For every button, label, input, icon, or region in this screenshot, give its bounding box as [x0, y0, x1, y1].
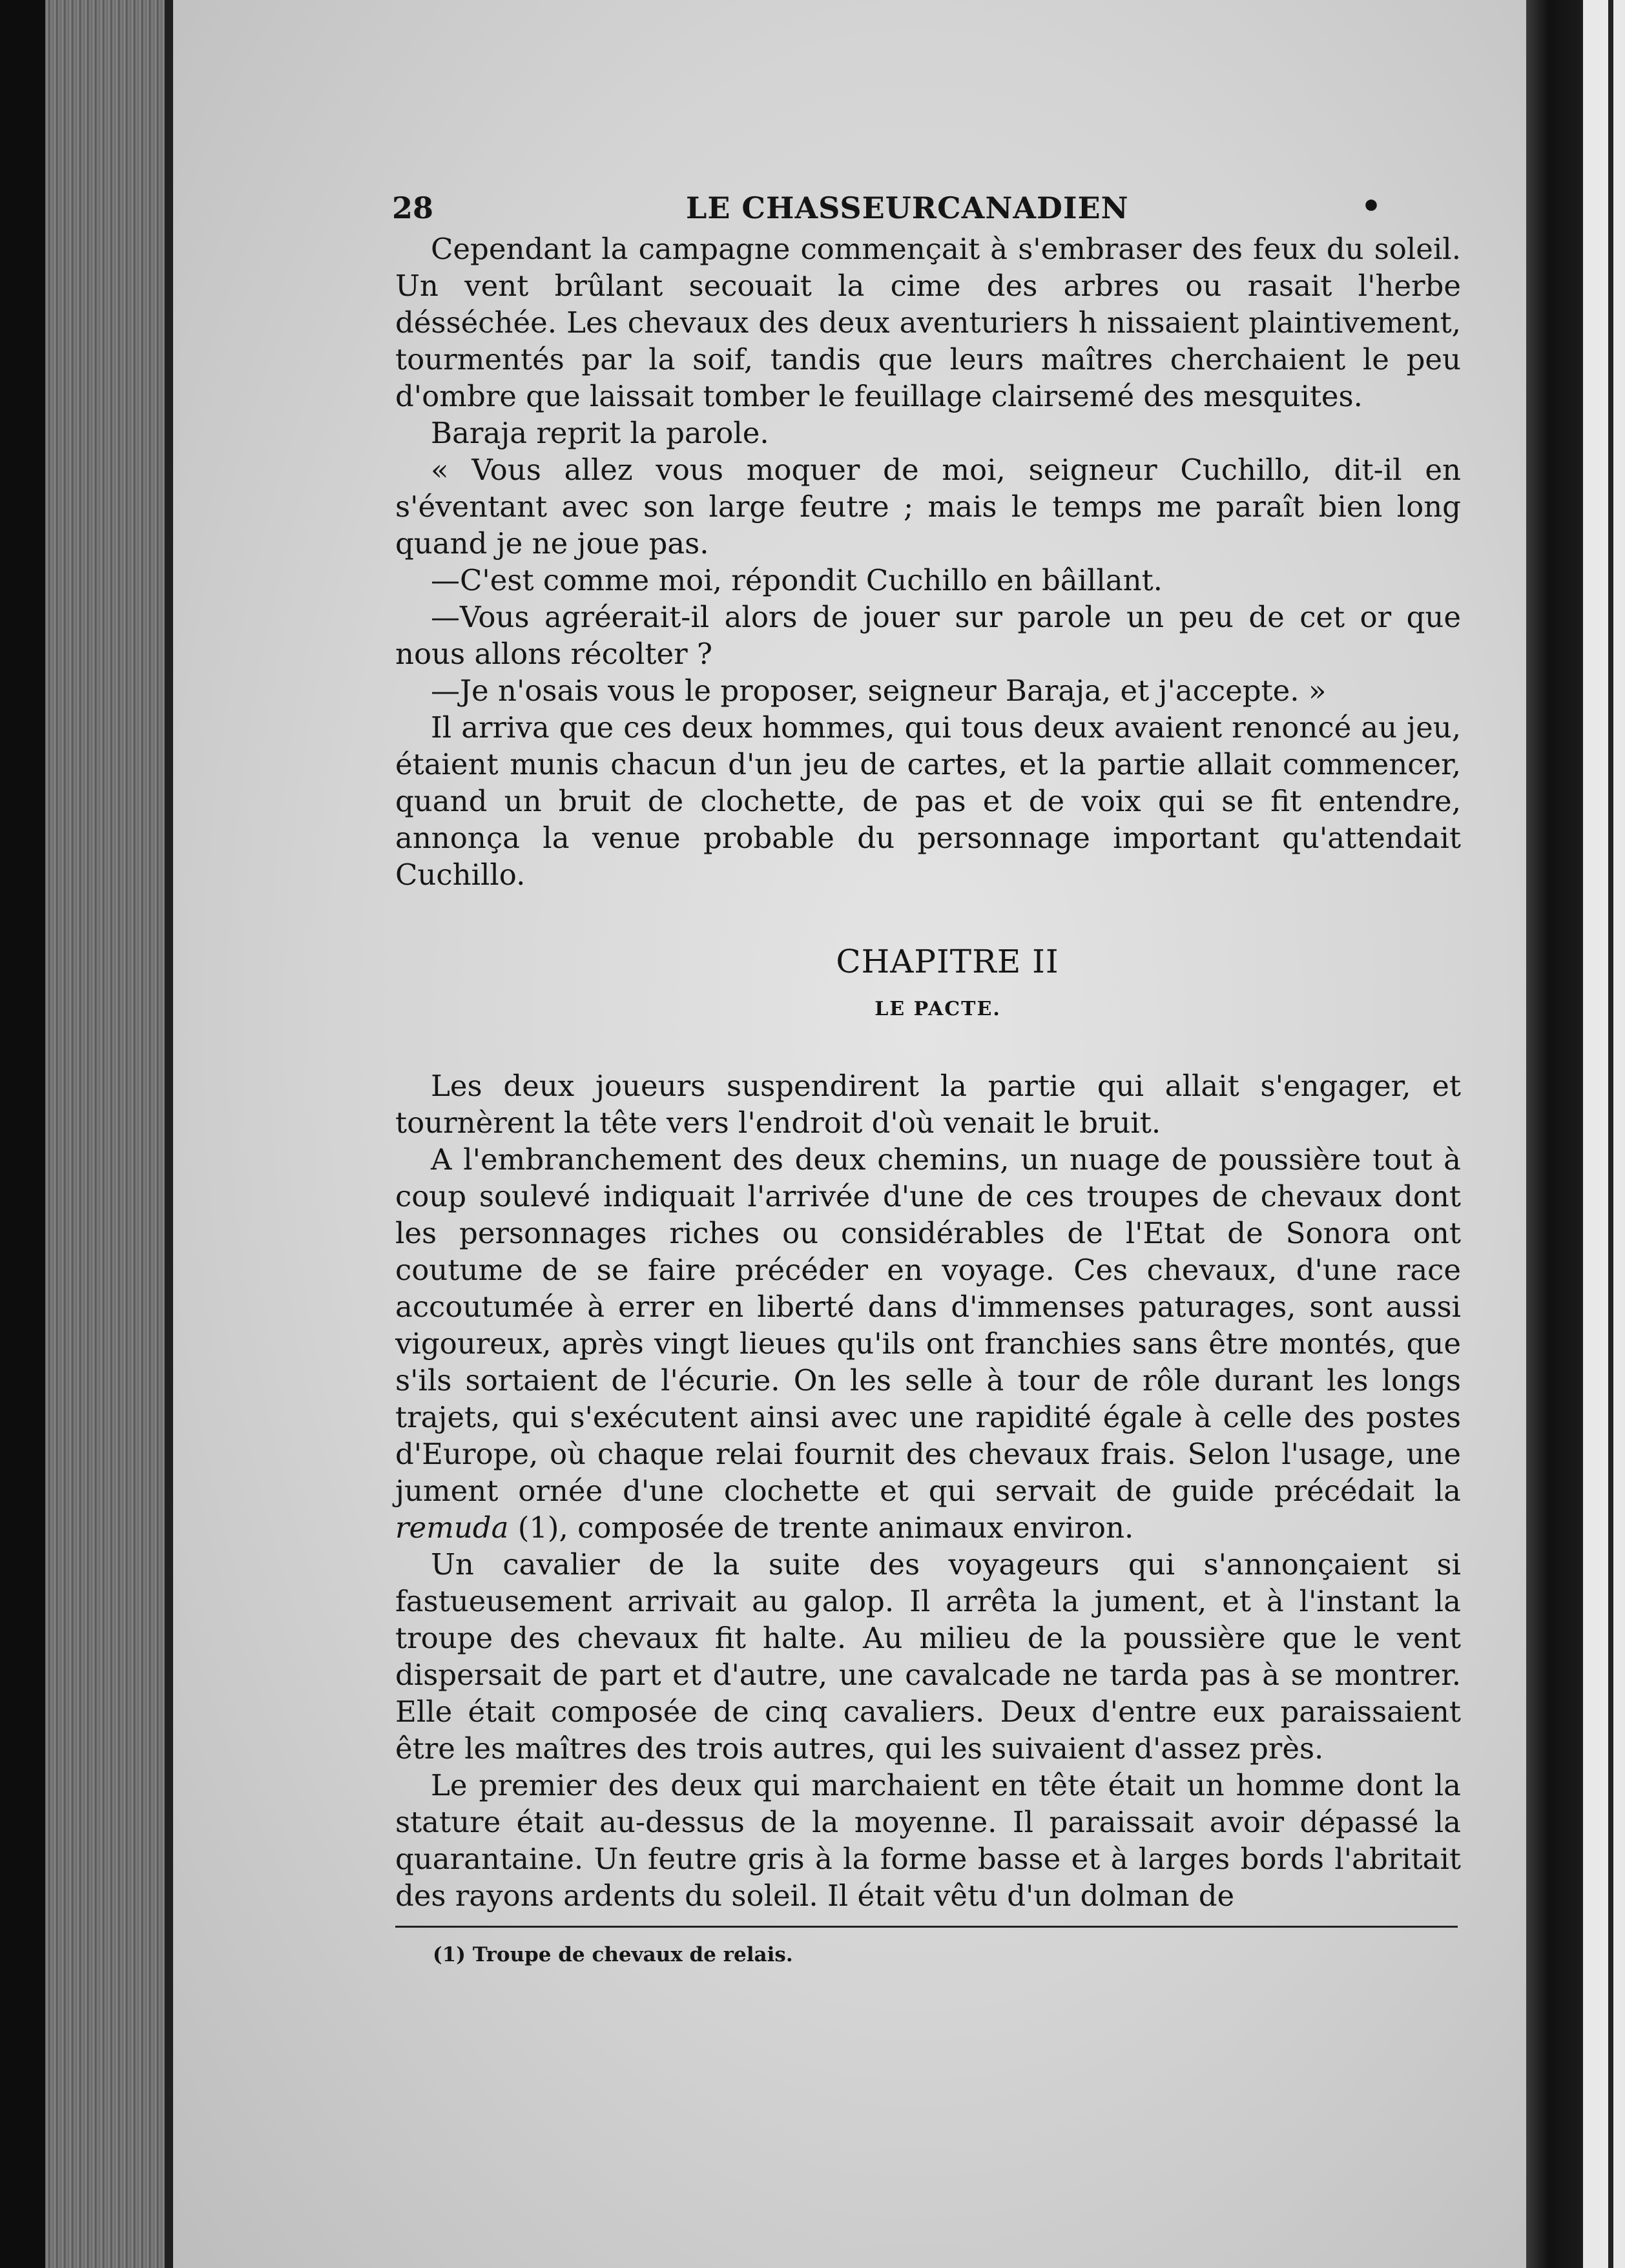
- italic-term: remuda: [395, 1510, 509, 1545]
- paragraph: Il arriva que ces deux hommes, qui tous deux avaient renoncé au jeu, étaient munis chacun d'un jeu de cartes, et la partie allait commencer, quand un bruit de clochette, de pas et de voix qui se fit entendre, annonça la venue probable du personnage important qu'attendait Cuchillo.: [395, 710, 1461, 892]
- page-block-edges: [45, 0, 168, 2268]
- adjacent-page-edge: [1608, 0, 1613, 2268]
- paragraph-tail: (1), composée de trente animaux environ.: [508, 1510, 1134, 1545]
- page-edge-shadow: [165, 0, 174, 2268]
- book-binding: [1526, 0, 1583, 2268]
- page-number: 28: [392, 191, 434, 225]
- chapter-title: CHAPITRE II: [836, 943, 1059, 980]
- paragraph: —Vous agréerait-il alors de jouer sur parole un peu de cet or que nous allons récolter ?: [395, 600, 1461, 671]
- footnote-rule: [395, 1926, 1458, 1928]
- spacer: [395, 893, 1461, 943]
- spacer: [395, 1027, 1461, 1067]
- paragraph: Les deux joueurs suspendirent la partie qui allait s'engager, et tournèrent la tête vers l'endroit d'où venait le bruit.: [395, 1069, 1461, 1140]
- paragraph: —C'est comme moi, répondit Cuchillo en bâillant.: [431, 563, 1163, 597]
- footnote: (1) Troupe de chevaux de relais.: [433, 1943, 793, 1966]
- adjacent-page-strip: [1583, 0, 1625, 2268]
- text-block: [392, 182, 1461, 1968]
- paragraph: Cependant la campagne commençait à s'embraser des feux du soleil. Un vent brûlant secouait la cime des arbres ou rasait l'herbe désséchée. Les chevaux des deux aventuriers h nissaient plaintivement, tourmentés par la soif, tandis que leurs maîtres cherchaient le peu d'ombre que laissait tomber le feuillage clairsemé des mesquites.: [395, 232, 1461, 413]
- chapter-subtitle: LE PACTE.: [875, 998, 1001, 1020]
- paragraph-text: A l'embranchement des deux chemins, un nuage de poussière tout à coup soulevé indiquait l'arrivée d'une de ces troupes de chevaux dont les personnages riches ou considérables de l'Etat de Sonora ont coutume de se faire précéder en voyage. Ces chevaux, d'une race accoutumée à errer en liberté dans d'immenses paturages, sont aussi vigoureux, après vingt lieues qu'ils ont franchies sans être montés, que s'ils sortaient de l'écurie. On les selle à tour de rôle durant les longs trajets, qui s'exécutent ainsi avec une rapidité égale à celle des postes d'Europe, où chaque relai fournit des chevaux frais. Selon l'usage, une jument ornée d'une clochette et qui servait de guide précédait la: [395, 1142, 1461, 1508]
- paragraph: —Je n'osais vous le proposer, seigneur Baraja, et j'accepte. »: [431, 674, 1327, 708]
- paragraph: Le premier des deux qui marchaient en tête était un homme dont la stature était au-dessus de la moyenne. Il paraissait avoir dépassé la quarantaine. Un feutre gris à la forme basse et à larges bords l'abritait des rayons ardents du soleil. Il était vêtu d'un dolman de: [395, 1768, 1461, 1913]
- paragraph-with-italic: [395, 1141, 1461, 1546]
- running-title: LE CHASSEURCANADIEN: [686, 191, 1129, 225]
- page-header: [392, 182, 1461, 231]
- header-mark: •: [1361, 187, 1382, 225]
- paragraph: « Vous allez vous moquer de moi, seigneur Cuchillo, dit-il en s'éventant avec son large feutre ; mais le temps me paraît bien long quand je ne joue pas.: [395, 453, 1461, 561]
- paragraph: Un cavalier de la suite des voyageurs qui s'annonçaient si fastueusement arrivait au galop. Il arrêta la jument, et à l'instant la troupe des chevaux fit halte. Au milieu de la poussière que le vent dispersait de part et d'autre, une cavalcade ne tarda pas à se montrer. Elle était composée de cinq cavaliers. Deux d'entre eux paraissaient être les maîtres des trois autres, qui les suivaient d'assez près.: [395, 1547, 1461, 1766]
- paragraph: Baraja reprit la parole.: [431, 416, 769, 450]
